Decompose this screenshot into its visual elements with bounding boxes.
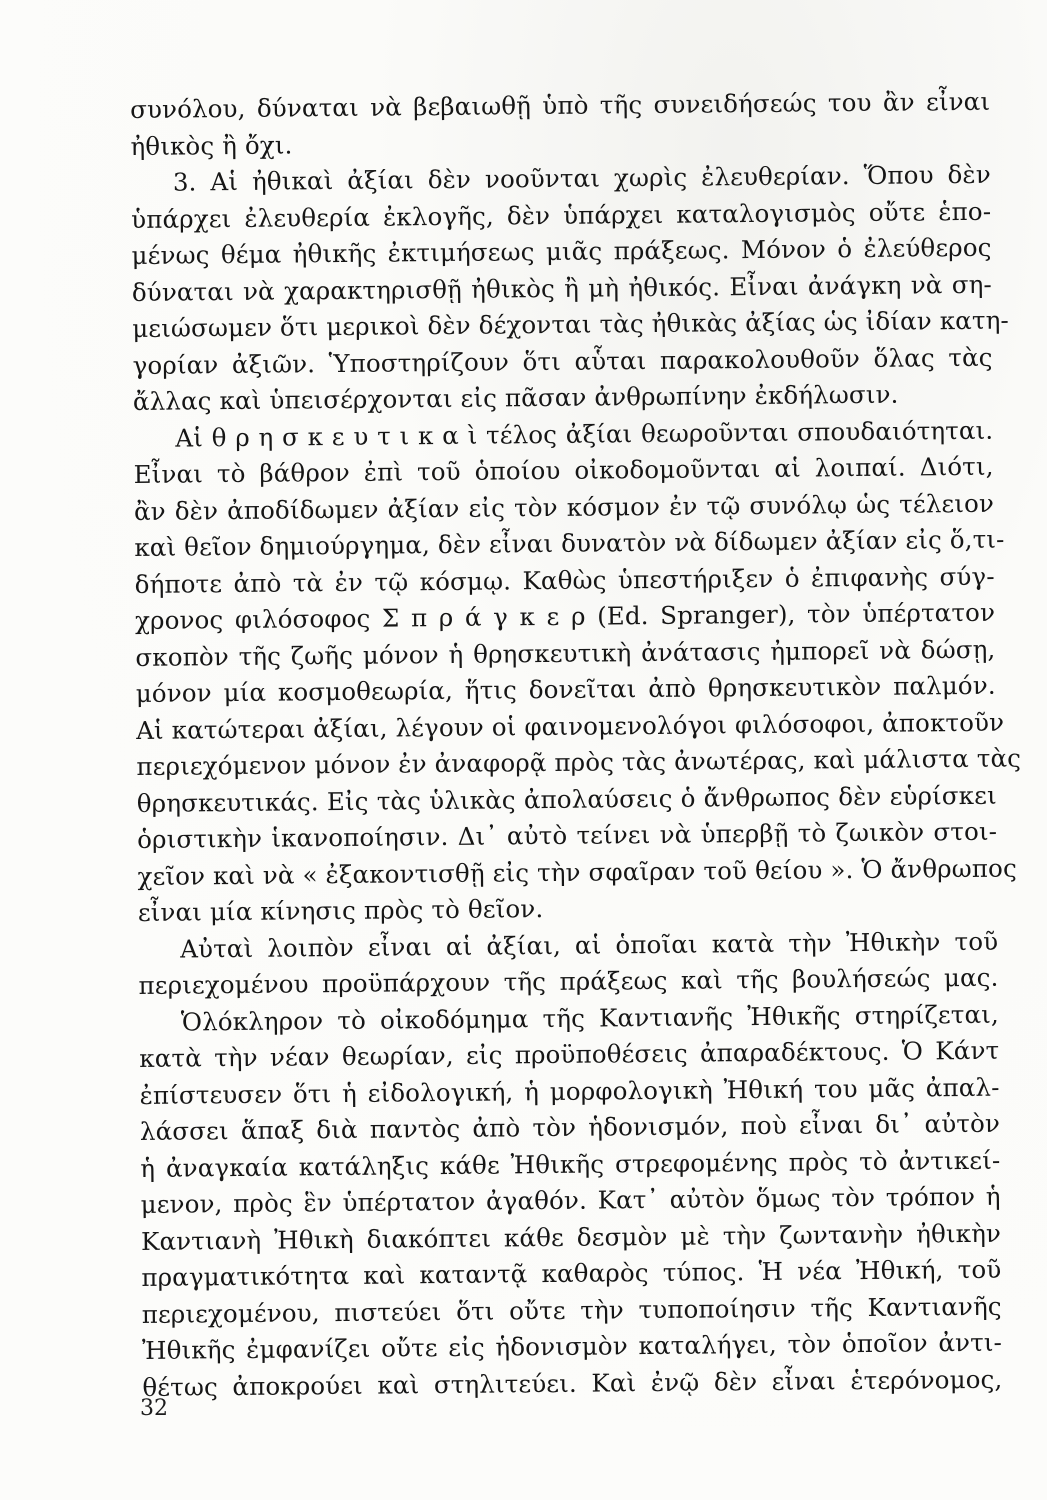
text-line: μόνον μία κοσμοθεωρία, ἥτις δονεῖται ἀπὸ θρησκευτικὸν παλμόν. — [135, 670, 996, 708]
text-line: μειώσωμεν ὅτι μερικοὶ δὲν δέχονται τὰς ἠθικὰς ἀξίας ὡς ἰδίαν κατη- — [132, 305, 1010, 343]
text-line: ἠθικὸς ἢ ὄχι. — [130, 129, 293, 161]
text-line: καὶ θεῖον δημιούργημα, δὲν εἶναι δυνατὸν νὰ δίδωμεν ἀξίαν εἰς ὅ,τι- — [134, 524, 1005, 562]
text-line: Αἱ κατώτεραι ἀξίαι, λέγουν οἱ φαινομενολόγοι φιλόσοφοι, ἀποκτοῦν — [135, 707, 1005, 745]
body-text — [130, 84, 1022, 1406]
text-line: ἂν δὲν ἀποδίδωμεν ἀξίαν εἰς τὸν κόσμον ἐν τῷ συνόλῳ ὡς τέλειον — [133, 488, 995, 526]
text-line: περιεχομένου, πιστεύει ὅτι οὔτε τὴν τυποποίησιν τῆς Καντιανῆς — [141, 1291, 1002, 1329]
text-line: ὁριστικὴν ἱκανοποίησιν. Δι᾽ αὐτὸ τείνει νὰ ὑπερβῇ τὸ ζωικὸν στοι- — [137, 816, 998, 854]
page-number: 32 — [140, 1396, 168, 1421]
text-line: 3. Αἱ ἠθικαὶ ἀξίαι δὲν νοοῦνται χωρὶς ἐλευθερίαν. Ὅπου δὲν — [172, 159, 991, 197]
text-line: Ἠθικῆς ἐμφανίζει οὔτε εἰς ἡδονισμὸν καταλήγει, τὸν ὁποῖον ἀντι- — [141, 1327, 1003, 1365]
text-line: περιεχομένου προϋπάρχουν τῆς πράξεως καὶ τῆς βουλήσεώς μας. — [138, 962, 999, 1000]
text-line: μενον, πρὸς ἓν ὑπέρτατον ἀγαθόν. Κατ᾽ αὐτὸν ὅμως τὸν τρόπον ἡ — [140, 1181, 1001, 1219]
text-line: ἄλλας καὶ ὑπεισέρχονται εἰς πᾶσαν ἀνθρωπίνην ἐκδήλωσιν. — [132, 379, 899, 416]
text-line: λάσσει ἅπαξ διὰ παντὸς ἀπὸ τὸν ἡδονισμόν, ποὺ εἶναι δι᾽ αὐτὸν — [139, 1108, 1001, 1146]
text-line: κατὰ τὴν νέαν θεωρίαν, εἰς προϋποθέσεις ἀπαραδέκτους. Ὁ Κάντ — [139, 1035, 1000, 1073]
text-line: θέτως ἀποκρούει καὶ στηλιτεύει. Καὶ ἐνῷ δὲν εἶναι ἑτερόνομος, — [142, 1364, 1003, 1402]
text-line: Αὐταὶ λοιπὸν εἶναι αἱ ἀξίαι, αἱ ὁποῖαι κατὰ τὴν Ἠθικὴν τοῦ — [180, 926, 999, 964]
text-line: ἐπίστευσεν ὅτι ἡ εἰδολογική, ἡ μορφολογικὴ Ἠθική του μᾶς ἀπαλ- — [139, 1072, 1000, 1110]
text-line: εἶναι μία κίνησις πρὸς τὸ θεῖον. — [137, 894, 544, 927]
text-line: γορίαν ἀξιῶν. Ὑποστηρίζουν ὅτι αὗται παρακολουθοῦν ὅλας τὰς — [132, 342, 993, 380]
text-line: μένως θέμα ἠθικῆς ἐκτιμήσεως μιᾶς πράξεως. Μόνον ὁ ἐλεύθερος — [131, 232, 992, 270]
text-line: Εἶναι τὸ βάθρον ἐπὶ τοῦ ὁποίου οἰκοδομοῦνται αἱ λοιπαί. Διότι, — [133, 451, 994, 489]
text-line: σκοπὸν τῆς ζωῆς μόνον ἡ θρησκευτικὴ ἀνάτασις ἠμπορεῖ νὰ δώσῃ, — [135, 634, 996, 672]
text-line: ὑπάρχει ἐλευθερία ἐκλογῆς, δὲν ὑπάρχει καταλογισμὸς οὔτε ἑπο- — [131, 196, 992, 234]
text-line: χεῖον καὶ νὰ « ἐξακοντισθῇ εἰς τὴν σφαῖραν τοῦ θείου ». Ὁ ἄνθρωπος — [137, 853, 1017, 891]
text-line: χρονος φιλόσοφος Σ π ρ ά γ κ ε ρ (Ed. Spranger), τὸν ὑπέρτατον — [134, 597, 996, 635]
text-line: θρησκευτικάς. Εἰς τὰς ὑλικὰς ἀπολαύσεις ὁ ἄνθρωπος δὲν εὑρίσκει — [136, 780, 997, 818]
text-line: πραγματικότητα καὶ καταντᾷ καθαρὸς τύπος. Ἡ νέα Ἠθική, τοῦ — [141, 1254, 1002, 1292]
text-line: Ὁλόκληρον τὸ οἰκοδόμημα τῆς Καντιανῆς Ἠθικῆς στηρίζεται, — [180, 999, 1000, 1037]
text-line: συνόλου, δύναται νὰ βεβαιωθῇ ὑπὸ τῆς συνειδήσεώς του ἂν εἶναι — [130, 86, 991, 124]
text-line: περιεχόμενον μόνον ἐν ἀναφορᾷ πρὸς τὰς ἀνωτέρας, καὶ μάλιστα τὰς — [136, 743, 1022, 781]
text-line: Καντιανὴ Ἠθικὴ διακόπτει κάθε δεσμὸν μὲ τὴν ζωντανὴν ἠθικὴν — [140, 1218, 1002, 1256]
text-line: δήποτε ἀπὸ τὰ ἐν τῷ κόσμῳ. Καθὼς ὑπεστήριξεν ὁ ἐπιφανὴς σύγ- — [134, 561, 995, 599]
text-line: δύναται νὰ χαρακτηρισθῇ ἠθικὸς ἢ μὴ ἠθικός. Εἶναι ἀνάγκη νὰ ση- — [131, 269, 993, 307]
text-line: ἡ ἀναγκαία κατάληξις κάθε Ἠθικῆς στρεφομένης πρὸς τὸ ἀντικεί- — [140, 1145, 1001, 1183]
text-line: Αἱ θ ρ η σ κ ε υ τ ι κ α ὶ τέλος ἀξίαι θεωροῦνται σπουδαιότηται. — [175, 415, 994, 453]
